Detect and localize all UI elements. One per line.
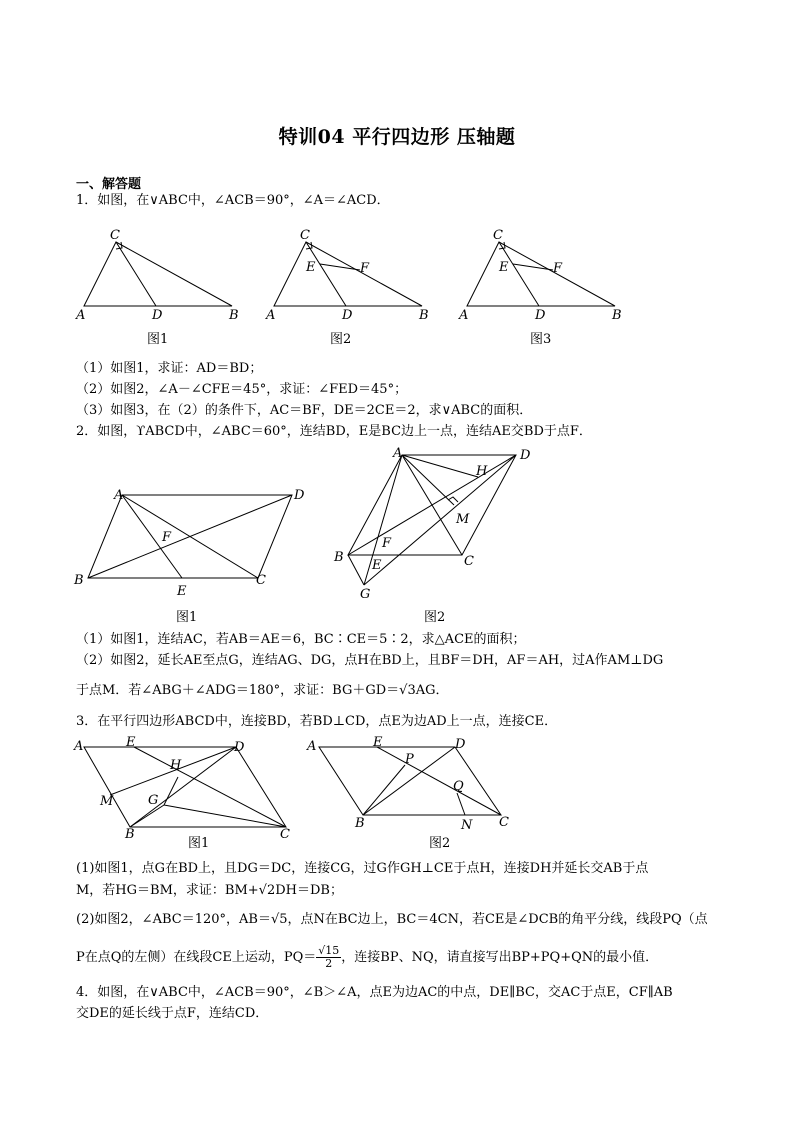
label-a: A	[74, 739, 84, 754]
problem-2-q1: （1）如图1，连结AC，若AB＝AE＝6，BC∶CE＝5∶2，求△ACE的面积；	[76, 632, 526, 647]
label-q: Q	[453, 779, 464, 794]
p1-figure-3	[457, 226, 627, 351]
label-d: D	[520, 448, 531, 463]
section-heading: 一、解答题	[76, 177, 142, 192]
problem-4-stem-line2: 交DE的延长线于点F，连结CD．	[76, 1006, 269, 1021]
label-d: D	[152, 308, 163, 323]
label-b: B	[334, 550, 344, 565]
label-d: D	[342, 308, 353, 323]
segment-ae	[122, 495, 182, 578]
label-f: F	[382, 536, 392, 551]
segment-qn	[457, 793, 465, 815]
page-title: 特训04 平行四边形 压轴题	[278, 126, 516, 148]
p3-figure-2	[305, 735, 525, 855]
fraction-denominator: 2	[325, 957, 333, 970]
label-c: C	[280, 827, 290, 842]
problem-3-q1-line2: M，若HG＝BM，求证：BM+√2DH＝DB；	[76, 883, 343, 898]
segment-ef	[320, 264, 360, 270]
triangle-abc	[84, 242, 232, 306]
label-a: A	[459, 308, 469, 323]
caption-fig2: 图2	[330, 332, 352, 347]
label-c: C	[499, 815, 509, 830]
label-a: A	[266, 308, 276, 323]
p2-figure-1-svg	[72, 485, 312, 625]
label-d: D	[455, 737, 466, 752]
p1-figure-3-svg	[457, 226, 627, 351]
label-h: H	[476, 464, 488, 479]
segment-bp	[363, 765, 405, 815]
label-f: F	[162, 530, 172, 545]
p2-figure-1	[72, 485, 312, 625]
label-a: A	[393, 446, 403, 461]
p2-figure-2-svg	[330, 445, 550, 625]
label-g: G	[360, 587, 371, 602]
problem-4-stem: 4．如图，在∨ABC中，∠ACB＝90°，∠B＞∠A，点E为边AC的中点，DE∥BC，交AC于点E，CF∥AB	[76, 985, 673, 1000]
segment-cd	[116, 242, 156, 306]
p3-figure-2-svg	[305, 735, 525, 855]
p1-figure-2-svg	[264, 226, 434, 351]
label-c: C	[110, 228, 120, 243]
label-a: A	[114, 488, 124, 503]
p3-figure-1-svg	[70, 735, 300, 855]
label-a: A	[76, 308, 86, 323]
caption-fig2: 图2	[429, 836, 451, 851]
fraction-numerator: √15	[318, 944, 340, 957]
problem-1-q1: （1）如图1，求证：AD＝BD；	[76, 361, 263, 376]
segment-gd	[364, 455, 516, 585]
p1-figure-1	[74, 226, 244, 351]
p2-figure-2	[330, 445, 550, 625]
problem-3-stem: 3．在平行四边形ABCD中，连接BD，若BD⊥CD，点E为边AD上一点，连接CE．	[76, 714, 558, 729]
segment-ef	[513, 264, 553, 270]
segment-gh	[164, 777, 178, 805]
label-g: G	[148, 793, 159, 808]
label-b: B	[229, 308, 239, 323]
segment-cg	[164, 805, 286, 827]
label-c: C	[300, 228, 310, 243]
label-b: B	[355, 816, 365, 831]
label-c: C	[256, 573, 266, 588]
label-e: E	[177, 584, 187, 599]
triangle-abc	[274, 242, 422, 306]
caption-fig3: 图3	[530, 332, 552, 347]
p1-figure-2	[264, 226, 434, 351]
triangle-abc	[467, 242, 615, 306]
label-h: H	[170, 758, 182, 773]
label-e: E	[306, 260, 316, 275]
segment-ag	[364, 455, 402, 585]
label-c: C	[493, 228, 503, 243]
label-m: M	[100, 794, 114, 809]
problem-2-stem: 2．如图，ϒABCD中，∠ABC＝60°，连结BD，E是BC边上一点，连结AE交BD于点F．	[76, 424, 592, 439]
label-c: C	[464, 554, 474, 569]
problem-3-q1-line1: (1)如图1，点G在BD上，且DG＝DC，连接CG，过G作GH⊥CE于点H，连接DH并延长交AB于点	[76, 861, 649, 876]
label-b: B	[419, 308, 429, 323]
segment-ac	[122, 495, 258, 578]
p3-figure-1	[70, 735, 300, 855]
segment-bg	[130, 805, 164, 827]
problem-3-q2-line2	[76, 945, 658, 970]
label-m: M	[456, 512, 470, 527]
segment-ce	[134, 747, 286, 827]
caption-fig1: 图1	[188, 836, 210, 851]
segment-bg	[348, 555, 364, 585]
label-e: E	[373, 735, 383, 750]
label-d: D	[294, 488, 305, 503]
q2-text-pre: P在点Q的左侧）在线段CE上运动，PQ＝	[76, 950, 317, 965]
problem-2-q2-line1: （2）如图2，延长AE至点G，连结AG、DG，点H在BD上，且BF＝DH，AF＝AH，过A作AM⊥DG	[76, 653, 664, 668]
q2-text-post: ，连接BP、NQ，请直接写出BP+PQ+QN的最小值．	[341, 950, 659, 965]
label-d: D	[535, 308, 546, 323]
problem-1-q2: （2）如图2，∠A－∠CFE＝45°，求证：∠FED＝45°；	[76, 382, 408, 397]
label-f: F	[360, 261, 370, 276]
fraction	[316, 945, 341, 970]
label-f: F	[553, 261, 563, 276]
caption-fig1: 图1	[147, 332, 169, 347]
parallelogram-abcd	[84, 747, 286, 827]
problem-1-stem: 1．如图，在∨ABC中，∠ACB＝90°，∠A＝∠ACD．	[76, 193, 390, 208]
label-d: D	[234, 740, 245, 755]
caption-fig1: 图1	[176, 610, 198, 625]
label-b: B	[612, 308, 622, 323]
p1-figure-1-svg	[74, 226, 244, 351]
label-e: E	[372, 558, 382, 573]
label-b: B	[125, 827, 135, 842]
label-p: P	[405, 752, 414, 767]
caption-fig2: 图2	[424, 610, 446, 625]
label-e: E	[126, 735, 136, 750]
segment-ce	[377, 747, 501, 815]
label-n: N	[461, 818, 473, 833]
label-e: E	[499, 260, 509, 275]
problem-1-q3: （3）如图3，在（2）的条件下，AC＝BF，DE＝2CE＝2，求∨ABC的面积．	[76, 403, 533, 418]
problem-3-q2-line1: (2)如图2，∠ABC＝120°，AB＝√5，点N在BC边上，BC＝4CN，若CE是∠DCB的角平分线，线段PQ（点	[76, 912, 708, 927]
label-b: B	[74, 573, 84, 588]
problem-2-q2-line2: 于点M．若∠ABG＋∠ADG＝180°，求证：BG＋GD＝√3AG．	[76, 683, 449, 698]
label-a: A	[307, 739, 317, 754]
